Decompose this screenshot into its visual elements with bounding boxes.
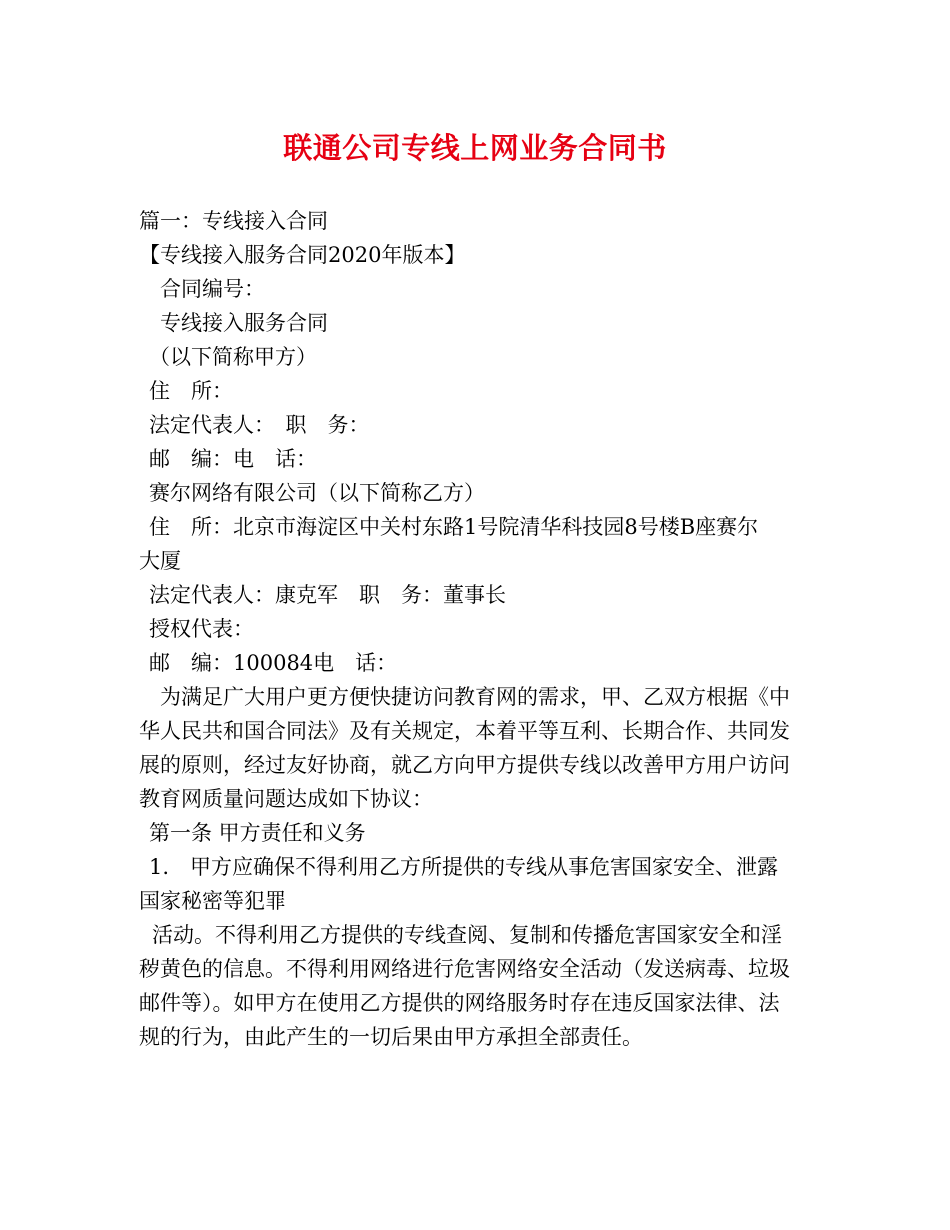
preamble-line: 展的原则，经过友好协商，就乙方向甲方提供专线以改善甲方用户访问 xyxy=(139,753,790,777)
article-heading: 第一条 甲方责任和义务 xyxy=(149,821,366,845)
preamble-line: 教育网质量问题达成如下协议： xyxy=(139,787,433,811)
party-a-postcode-phone: 邮 编：电 话： xyxy=(149,447,317,471)
party-b-representative: 法定代表人：康克军 职 务：董事长 xyxy=(149,583,506,607)
party-b-postcode-phone: 邮 编：100084电 话： xyxy=(149,651,398,675)
party-b-authorized-rep: 授权代表： xyxy=(149,617,254,641)
party-a-representative: 法定代表人： 职 务： xyxy=(149,413,370,437)
contract-number-label: 合同编号： xyxy=(160,277,265,301)
party-b-name: 赛尔网络有限公司（以下简称乙方） xyxy=(149,481,485,505)
clause-line: 活动。不得利用乙方提供的专线查阅、复制和传播危害国家安全和淫 xyxy=(152,923,782,947)
preamble-line: 华人民共和国合同法》及有关规定，本着平等互利、长期合作、共同发 xyxy=(139,719,790,743)
contract-version: 【专线接入服务合同2020年版本】 xyxy=(139,243,466,267)
party-a-address: 住 所： xyxy=(149,379,233,403)
document-title: 联通公司专线上网业务合同书 xyxy=(283,131,667,165)
clause-line: 邮件等）。如甲方在使用乙方提供的网络服务时存在违反国家法律、法 xyxy=(139,991,780,1015)
clause-line: 国家秘密等犯罪 xyxy=(139,889,286,913)
contract-subtitle: 专线接入服务合同 xyxy=(160,311,328,335)
party-b-address: 住 所：北京市海淀区中关村东路1号院清华科技园8号楼B座赛尔 xyxy=(149,515,759,539)
party-b-address-continued: 大厦 xyxy=(139,549,181,573)
section-heading: 篇一：专线接入合同 xyxy=(139,209,328,233)
clause-line: 秽黄色的信息。不得利用网络进行危害网络安全活动（发送病毒、垃圾 xyxy=(139,957,790,981)
party-a-label: （以下简称甲方） xyxy=(149,345,317,369)
clause-line: 规的行为，由此产生的一切后果由甲方承担全部责任。 xyxy=(139,1025,643,1049)
preamble-line: 为满足广大用户更方便快捷访问教育网的需求，甲、乙双方根据《中 xyxy=(160,685,790,709)
document-body xyxy=(139,204,815,1054)
clause-line: 1. 甲方应确保不得利用乙方所提供的专线从事危害国家安全、泄露 xyxy=(149,855,779,879)
